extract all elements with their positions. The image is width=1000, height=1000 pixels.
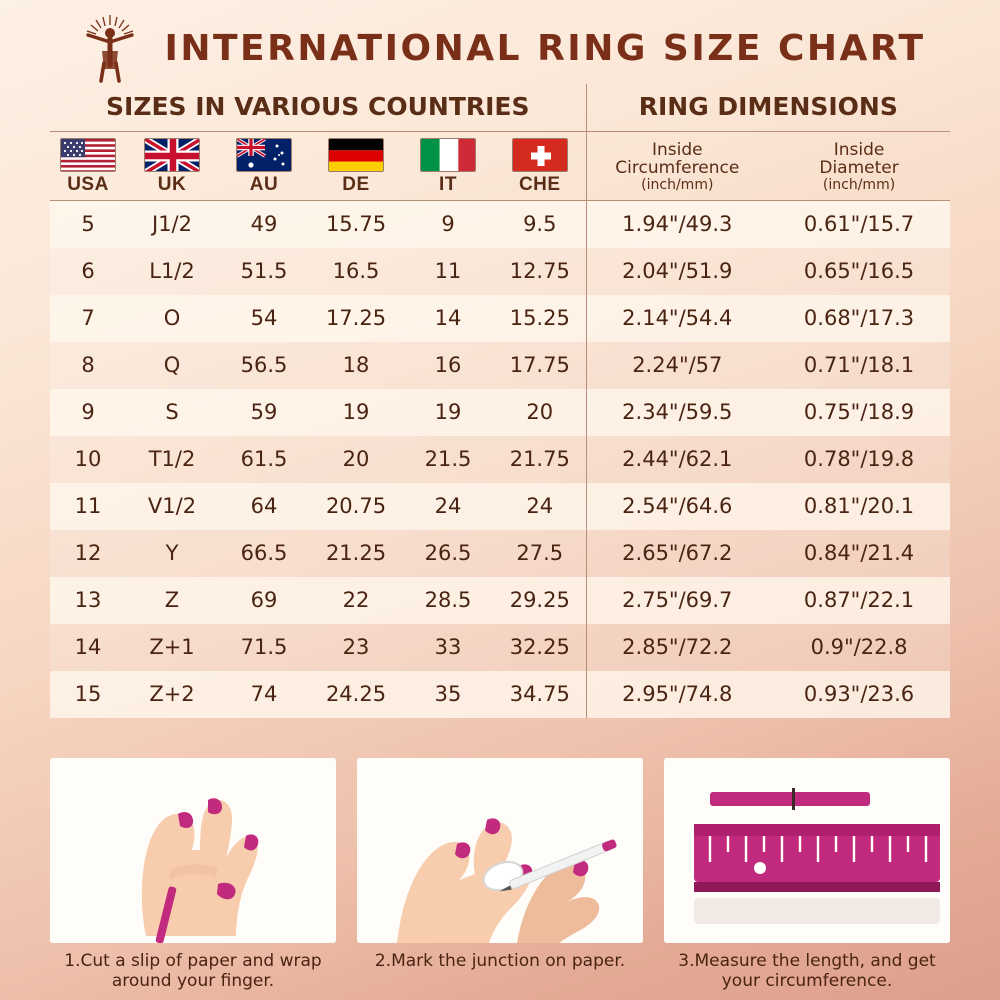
country-code-au: AU xyxy=(249,174,279,195)
country-code-uk: UK xyxy=(157,174,187,195)
table-cell: 34.75 xyxy=(494,671,586,718)
table-cell: 64 xyxy=(250,494,278,518)
column-header-usa xyxy=(50,132,126,201)
circumference-line1: Inside xyxy=(651,140,703,161)
table-cell: T1/2 xyxy=(148,447,196,471)
table-cell: 7 xyxy=(81,306,95,330)
table-cell: 0.93"/23.6 xyxy=(803,682,915,706)
table-cell: 5 xyxy=(81,212,95,237)
table-cell: 2.65"/67.2 xyxy=(622,541,733,565)
group-header-dimensions: RING DIMENSIONS xyxy=(638,92,898,121)
table-row xyxy=(50,530,950,577)
flag-italy-icon xyxy=(420,138,476,172)
table-cell: 24 xyxy=(434,494,462,518)
diameter-line1: Inside xyxy=(833,140,885,161)
table-cell: Q xyxy=(163,353,181,377)
table-cell: Z+1 xyxy=(149,635,195,659)
column-header-inside-diameter xyxy=(768,132,950,201)
table-cell: 2.14"/54.4 xyxy=(622,306,733,330)
table-cell: 15 xyxy=(74,682,102,706)
ruler-measuring-paper-strip-illustration xyxy=(664,758,950,943)
table-cell: 51.5 xyxy=(240,259,288,283)
table-column-header-row xyxy=(50,132,950,201)
table-row xyxy=(50,624,950,671)
table-cell: 35 xyxy=(434,682,462,706)
table-cell: 2.44"/62.1 xyxy=(622,447,733,471)
table-cell: 2.95"/74.8 xyxy=(622,682,733,706)
table-cell: Z xyxy=(164,588,180,612)
table-cell: J1/2 xyxy=(152,212,192,237)
page-header xyxy=(0,8,1000,88)
diameter-units: (inch/mm) xyxy=(822,176,896,193)
table-cell: 49 xyxy=(250,212,278,237)
flag-switzerland-icon xyxy=(512,138,568,172)
table-cell: 11 xyxy=(74,494,102,518)
hand-marking-paper-with-pen-illustration xyxy=(357,758,643,943)
table-cell: 71.5 xyxy=(240,635,288,659)
table-cell: 15.75 xyxy=(325,212,387,237)
table-body xyxy=(50,201,950,718)
column-header-au xyxy=(218,132,310,201)
table-cell: 2.34"/59.5 xyxy=(622,400,733,424)
table-cell: O xyxy=(163,306,181,330)
table-cell: 2.04"/51.9 xyxy=(622,259,733,283)
instruction-card-2 xyxy=(357,758,643,992)
table-cell: 54 xyxy=(250,306,278,330)
table-cell: 9 xyxy=(81,400,95,424)
table-row xyxy=(50,389,950,436)
table-cell: 23 xyxy=(342,635,370,659)
table-cell: 0.9"/22.8 xyxy=(810,635,908,659)
table-cell: 21.75 xyxy=(494,436,586,483)
country-code-it: IT xyxy=(439,174,457,195)
column-header-uk xyxy=(126,132,218,201)
instructions-section xyxy=(50,758,950,992)
table-cell: 21.5 xyxy=(424,447,472,471)
table-cell: 20 xyxy=(342,447,370,471)
table-cell: S xyxy=(165,400,179,424)
country-code-usa: USA xyxy=(67,174,109,195)
table-cell: 27.5 xyxy=(494,530,586,577)
table-cell: 24 xyxy=(494,483,586,530)
table-row xyxy=(50,342,950,389)
table-cell: 2.54"/64.6 xyxy=(622,494,733,518)
table-cell: 61.5 xyxy=(240,447,288,471)
flag-uk-icon xyxy=(144,138,200,172)
table-cell: Z+2 xyxy=(149,682,195,706)
table-cell: 66.5 xyxy=(240,541,288,565)
table-cell: 0.81"/20.1 xyxy=(803,494,915,518)
table-cell: 12 xyxy=(74,541,102,565)
page-title: INTERNATIONAL RING SIZE CHART xyxy=(164,27,926,69)
instruction-card-3 xyxy=(664,758,950,992)
table-cell: 0.61"/15.7 xyxy=(803,212,915,237)
table-cell: 56.5 xyxy=(240,353,288,377)
table-cell: 22 xyxy=(342,588,370,612)
instruction-caption-2: 2.Mark the junction on paper. xyxy=(374,950,626,971)
table-row xyxy=(50,201,950,248)
country-code-che: CHE xyxy=(518,174,561,195)
table-cell: 13 xyxy=(74,588,102,612)
table-cell: 9 xyxy=(441,212,455,237)
table-cell: 0.84"/21.4 xyxy=(803,541,915,565)
table-cell: 15.25 xyxy=(494,295,586,342)
table-cell: 2.75"/69.7 xyxy=(622,588,733,612)
table-cell: 17.75 xyxy=(494,342,586,389)
table-cell: 0.87"/22.1 xyxy=(803,588,915,612)
table-cell: 0.68"/17.3 xyxy=(803,306,915,330)
instruction-caption-3: 3.Measure the length, and get your circumference. xyxy=(678,950,936,992)
table-cell: 74 xyxy=(250,682,278,706)
column-header-inside-circumference xyxy=(586,132,768,201)
table-cell: 59 xyxy=(250,400,278,424)
table-cell: 21.25 xyxy=(325,541,387,565)
country-code-de: DE xyxy=(342,174,370,195)
table-cell: 0.71"/18.1 xyxy=(803,353,915,377)
diameter-line2: Diameter xyxy=(819,158,899,179)
table-cell: 9.5 xyxy=(494,201,586,248)
table-cell: 24.25 xyxy=(325,682,387,706)
table-cell: L1/2 xyxy=(149,259,195,283)
table-cell: 14 xyxy=(434,306,462,330)
circumference-units: (inch/mm) xyxy=(641,176,714,193)
table-cell: V1/2 xyxy=(147,494,197,518)
table-cell: 0.75"/18.9 xyxy=(803,400,915,424)
table-cell: 20.75 xyxy=(325,494,387,518)
table-cell: 33 xyxy=(434,635,462,659)
table-cell: 32.25 xyxy=(494,624,586,671)
table-row xyxy=(50,436,950,483)
flag-australia-icon xyxy=(236,138,292,172)
instruction-card-1 xyxy=(50,758,336,992)
circumference-line2: Circumference xyxy=(615,158,740,179)
table-cell: 69 xyxy=(250,588,278,612)
table-cell: 0.78"/19.8 xyxy=(803,447,915,471)
table-cell: 2.24"/57 xyxy=(632,353,723,377)
table-cell: 16 xyxy=(434,353,462,377)
hand-with-paper-strip-illustration xyxy=(50,758,336,943)
jesus-figure-logo-icon xyxy=(74,13,146,83)
ring-size-table-container xyxy=(50,84,950,718)
table-cell: 16.5 xyxy=(332,259,380,283)
table-cell: 12.75 xyxy=(494,248,586,295)
ring-size-table xyxy=(50,84,950,718)
flag-usa-icon xyxy=(60,138,116,172)
table-row xyxy=(50,483,950,530)
table-cell: 18 xyxy=(342,353,370,377)
table-cell: 19 xyxy=(434,400,462,424)
table-cell: 19 xyxy=(342,400,370,424)
table-cell: 17.25 xyxy=(325,306,387,330)
table-group-header-row xyxy=(50,84,950,131)
table-cell: 2.85"/72.2 xyxy=(622,635,733,659)
table-cell: Y xyxy=(165,541,179,565)
table-cell: 28.5 xyxy=(424,588,472,612)
table-cell: 20 xyxy=(494,389,586,436)
table-cell: 14 xyxy=(74,635,102,659)
column-header-che xyxy=(494,132,586,201)
table-row xyxy=(50,671,950,718)
table-cell: 6 xyxy=(81,259,95,283)
table-cell: 0.65"/16.5 xyxy=(803,259,915,283)
table-cell: 29.25 xyxy=(494,577,586,624)
flag-germany-icon xyxy=(328,138,384,172)
table-cell: 10 xyxy=(74,447,102,471)
column-header-de xyxy=(310,132,402,201)
table-cell: 1.94"/49.3 xyxy=(622,212,733,237)
table-cell: 11 xyxy=(434,259,462,283)
instruction-caption-1: 1.Cut a slip of paper and wrap around your finger. xyxy=(64,950,322,992)
table-cell: 26.5 xyxy=(424,541,472,565)
table-row xyxy=(50,577,950,624)
group-header-countries: SIZES IN VARIOUS COUNTRIES xyxy=(50,84,586,131)
column-header-it xyxy=(402,132,494,201)
table-cell: 8 xyxy=(81,353,95,377)
table-row xyxy=(50,248,950,295)
table-row xyxy=(50,295,950,342)
